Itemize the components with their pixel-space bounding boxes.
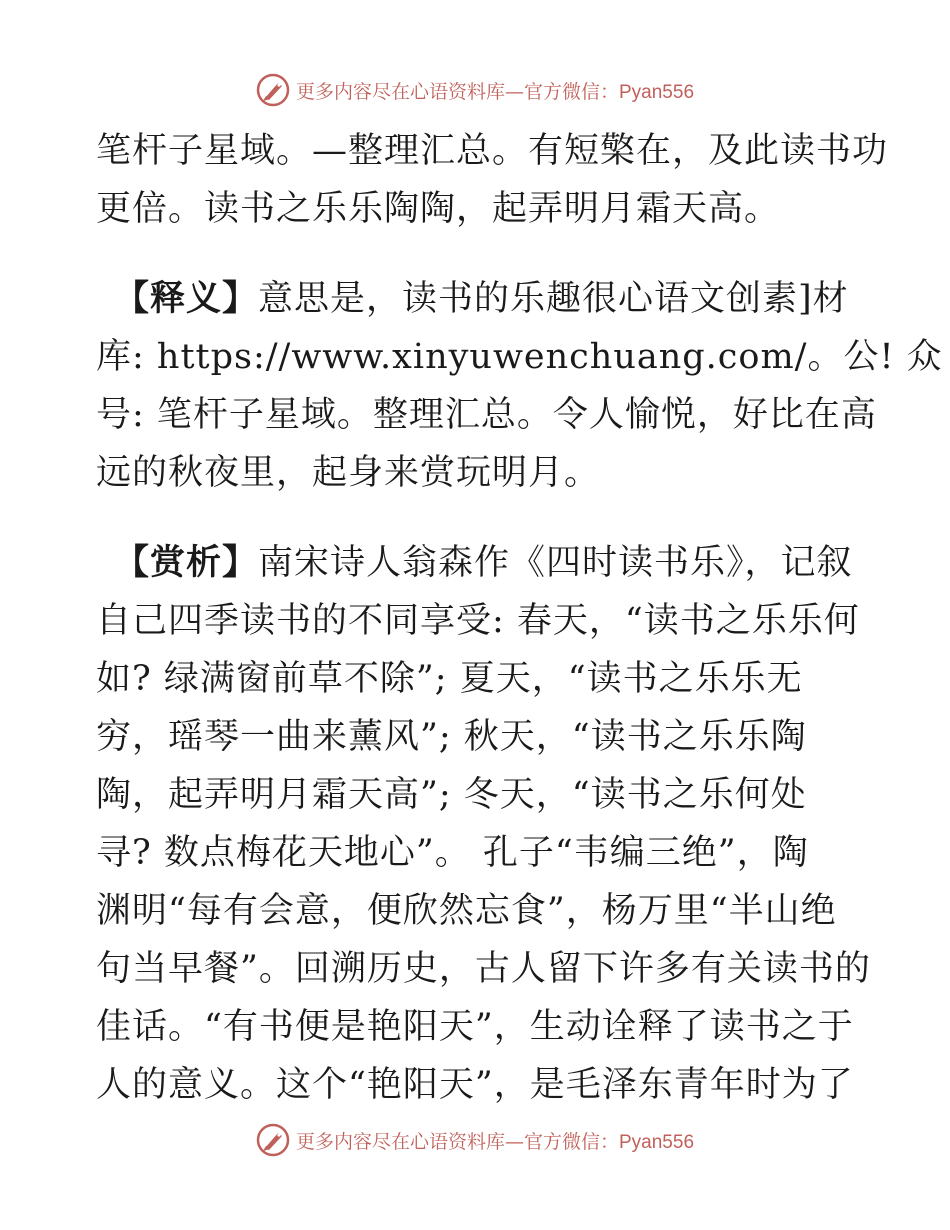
pen-nib-logo-icon — [256, 73, 290, 107]
analysis-line: 穷，瑶琴一曲来薰风”; 秋天，“读书之乐乐陶 — [96, 717, 807, 757]
analysis-line: 句当早餐”。回溯历史，古人留下许多有关读书的 — [96, 949, 871, 989]
poem-line: 更倍。读书之乐乐陶陶，起弄明月霜天高。 — [96, 189, 781, 229]
analysis-line: 寻? 数点梅花天地心”。 孔子“韦编三绝”，陶 — [96, 833, 809, 873]
footer-banner-text: 更多内容尽在心语资料库—官方微信：Pyan556 — [295, 1130, 695, 1153]
header-wechat-id: Pyan556 — [619, 81, 695, 103]
analysis-line: 陶，起弄明月霜天高”; 冬天，“读书之乐何处 — [96, 775, 807, 815]
meaning-label: 【释义】 — [114, 278, 259, 319]
analysis-line: 如? 绿满窗前草不除”; 夏天，“读书之乐乐无 — [96, 659, 803, 699]
footer-banner — [0, 1120, 950, 1160]
meaning-line: 库: https://www.xinyuwenchuang.com/。公! 众 — [96, 337, 943, 377]
analysis-paragraph — [96, 534, 871, 1114]
analysis-first-line — [96, 534, 856, 592]
meaning-first-line — [96, 270, 856, 328]
pen-nib-logo-icon — [256, 1123, 290, 1157]
analysis-line: 渊明“每有会意，便欣然忘食”，杨万里“半山绝 — [96, 891, 837, 931]
document-body — [96, 122, 943, 1114]
header-banner — [0, 70, 950, 110]
analysis-line: 佳话。“有书便是艳阳天”，生动诠释了读书之于 — [96, 1007, 854, 1047]
poem-paragraph — [96, 122, 889, 238]
header-banner-text: 更多内容尽在心语资料库—官方微信：Pyan556 — [295, 80, 695, 103]
analysis-label: 【赏析】 — [114, 542, 259, 583]
meaning-line: 号: 笔杆子星域。整理汇总。令人愉悦，好比在高 — [96, 395, 877, 435]
analysis-line-text: 南宋诗人翁森作《四时读书乐》，记叙 — [258, 543, 853, 583]
meaning-line: 远的秋夜里，起身来赏玩明月。 — [96, 453, 601, 493]
footer-wechat-id: Pyan556 — [619, 1131, 695, 1153]
analysis-line: 自己四季读书的不同享受: 春天，“读书之乐乐何 — [96, 601, 860, 641]
meaning-paragraph — [96, 270, 943, 502]
meaning-line-text: 意思是，读书的乐趣很心语文创素]材 — [258, 279, 849, 319]
poem-line: 笔杆子星域。—整理汇总。有短檠在，及此读书功 — [96, 131, 889, 171]
analysis-line: 人的意义。这个“艳阳天”，是毛泽东青年时为了 — [96, 1065, 854, 1105]
